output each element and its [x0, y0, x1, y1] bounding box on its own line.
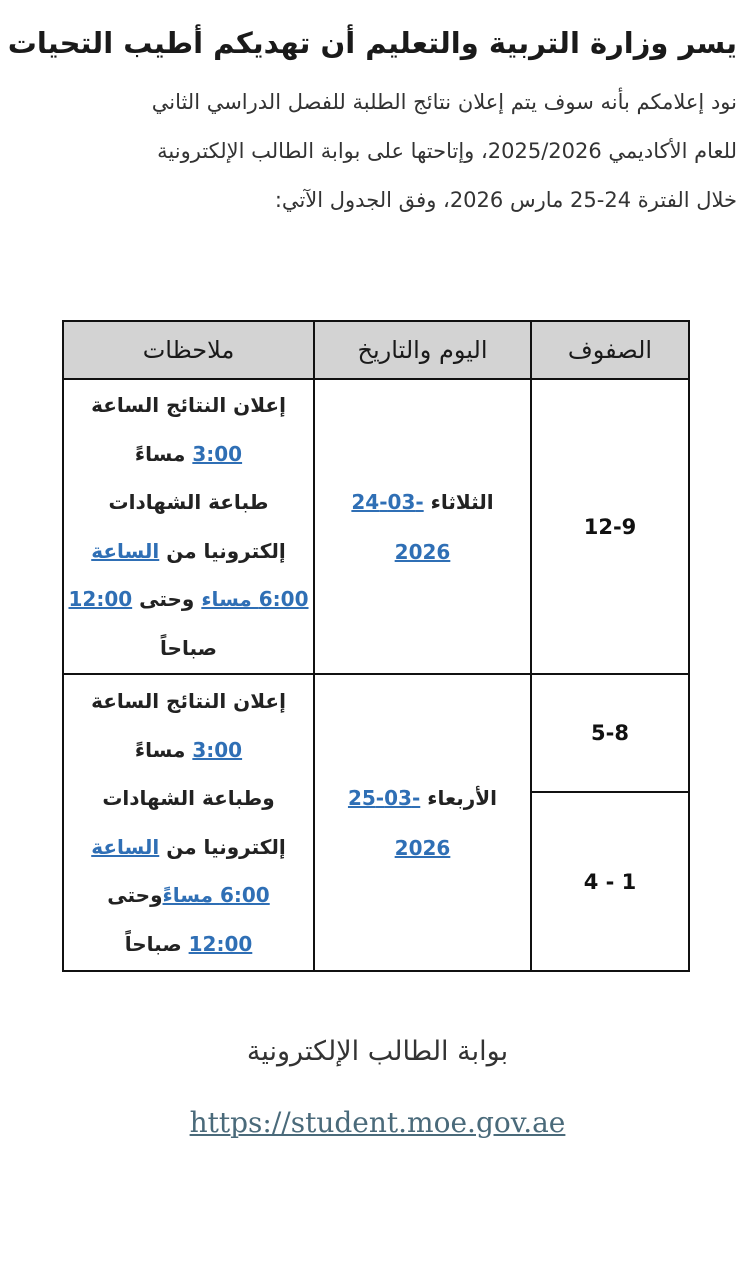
grades-cell [531, 379, 689, 674]
announcement-heading: يسر وزارة التربية والتعليم أن تهديكم أطيب التحيات [7, 26, 737, 60]
portal-url-link[interactable]: https://student.moe.gov.ae [189, 1106, 566, 1139]
time-link[interactable]: 12:00 [188, 931, 253, 956]
intro-line: للعام الأكاديمي 2025/2026، وإتاحتها على بوابة الطالب الإلكترونية [157, 139, 737, 163]
date-year-link[interactable]: 2026 [394, 835, 451, 860]
notes-line: إعلان النتائج الساعة [91, 393, 286, 417]
grades-value: 12-9 [583, 514, 637, 539]
date-year-link[interactable]: 2026 [394, 539, 451, 564]
notes-text: وحتى [107, 883, 163, 907]
table-row [63, 674, 689, 792]
time-link[interactable]: 3:00 [192, 441, 243, 466]
notes-text: إلكترونيا من [159, 538, 286, 563]
notes-line: صباحاً [160, 635, 217, 660]
notes-cell [63, 674, 314, 971]
grades-cell [531, 674, 689, 792]
table-header-row [63, 321, 689, 379]
date-cell [314, 379, 531, 674]
date-link[interactable]: -03-25 [347, 785, 421, 810]
notes-line: إعلان النتائج الساعة [91, 689, 286, 713]
time-link[interactable]: 3:00 [192, 737, 243, 762]
notes-line: طباعة الشهادات [108, 490, 269, 514]
grades-cell [531, 792, 689, 971]
date-cell [314, 674, 531, 971]
time-link[interactable]: 6:00 مساء [201, 587, 309, 611]
header-date: اليوم والتاريخ [314, 321, 531, 379]
hour-link[interactable]: الساعة [91, 538, 160, 563]
notes-text: إلكترونيا من [159, 834, 286, 859]
intro-line: نود إعلامكم بأنه سوف يتم إعلان نتائج الطلبة للفصل الدراسي الثاني [151, 90, 737, 114]
announcement-intro [17, 78, 737, 225]
day-label: الثلاثاء [430, 489, 494, 514]
notes-text: مساءً [134, 441, 193, 466]
grades-value: 4 - 1 [583, 869, 637, 894]
intro-line: خلال الفترة 24-25 مارس 2026، وفق الجدول الآتي: [274, 188, 737, 212]
results-schedule-table [62, 320, 690, 972]
notes-text: وحتى [132, 587, 202, 611]
portal-title: بوابة الطالب الإلكترونية [246, 1036, 509, 1067]
date-link[interactable]: -03-24 [351, 489, 424, 514]
header-grades: الصفوف [531, 321, 689, 379]
evening-link[interactable]: مساءً [162, 883, 220, 907]
grades-value: 5-8 [591, 721, 629, 745]
notes-cell [63, 379, 314, 674]
header-notes: ملاحظات [63, 321, 314, 379]
hour-link[interactable]: الساعة [91, 834, 160, 859]
notes-line: وطباعة الشهادات [102, 786, 275, 810]
table-row [63, 379, 689, 674]
day-label: الأربعاء [427, 785, 498, 810]
notes-text: صباحاً [124, 931, 189, 956]
time-link[interactable]: 12:00 [68, 587, 133, 611]
time-link[interactable]: 6:00 [219, 883, 270, 907]
notes-text: مساءً [134, 737, 193, 762]
